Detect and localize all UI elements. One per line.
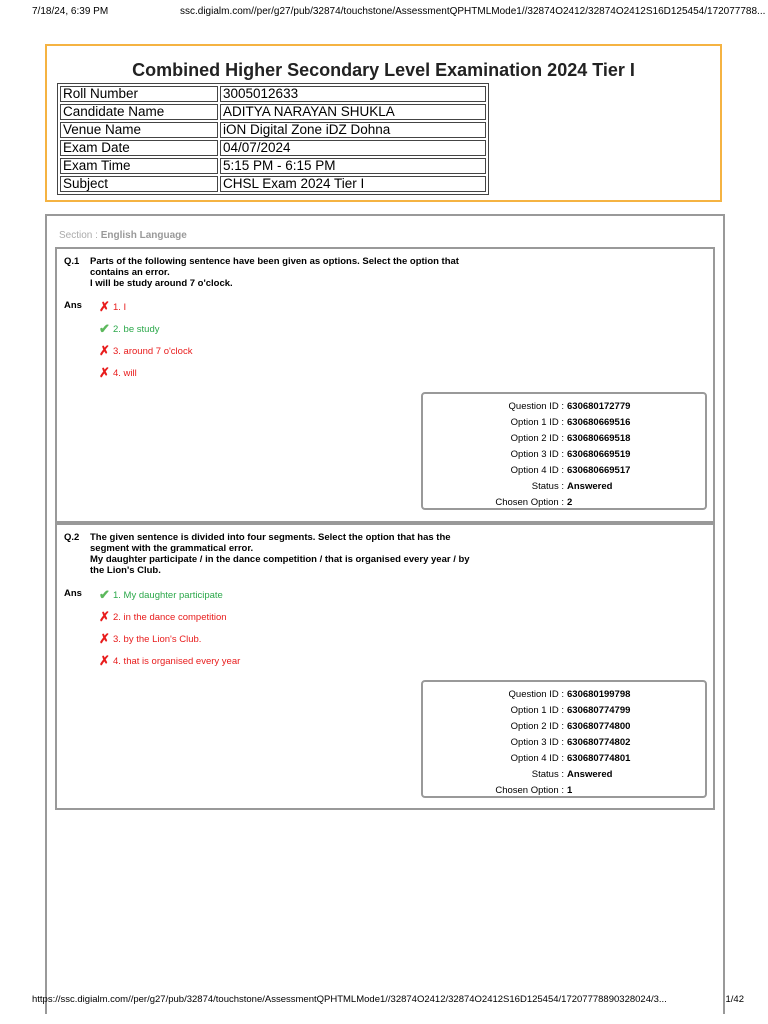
meta-value: 2: [567, 497, 573, 508]
meta-option-3-id: [423, 449, 705, 461]
exam-info-box: [45, 44, 722, 202]
print-footer: [32, 994, 744, 1008]
option-1: [99, 299, 126, 315]
info-label: Exam Date: [60, 140, 218, 156]
print-header: [32, 6, 766, 20]
meta-label: Status :: [531, 481, 564, 492]
cross-icon: ✗: [99, 609, 110, 624]
meta-label: Chosen Option :: [495, 785, 564, 796]
check-icon: ✔: [99, 587, 110, 602]
meta-chosen-option: [423, 785, 705, 797]
cross-icon: ✗: [99, 365, 110, 380]
print-datetime: 7/18/24, 6:39 PM: [32, 6, 109, 17]
meta-label: Option 1 ID :: [510, 417, 564, 428]
info-label: Candidate Name: [60, 104, 218, 120]
section-prefix: Section :: [59, 230, 101, 241]
info-row-venue-name: [60, 122, 486, 138]
option-3: [99, 631, 201, 647]
info-row-candidate-name: [60, 104, 486, 120]
info-value: iON Digital Zone iDZ Dohna: [220, 122, 486, 138]
meta-value: 630680774801: [567, 753, 631, 764]
meta-value: 1: [567, 785, 573, 796]
meta-option-1-id: [423, 417, 705, 429]
meta-label: Option 2 ID :: [510, 433, 564, 444]
meta-option-2-id: [423, 433, 705, 445]
option-text: 1. I: [113, 302, 127, 313]
option-4: [99, 365, 137, 381]
meta-option-1-id: [423, 705, 705, 717]
question-text-line: My daughter participate / in the dance competition / that is organised every year / by: [90, 554, 470, 565]
cross-icon: ✗: [99, 631, 110, 646]
meta-label: Question ID :: [508, 689, 564, 700]
meta-status: [423, 481, 705, 493]
page-number: 1/42: [725, 994, 744, 1005]
info-row-exam-time: [60, 158, 486, 174]
question-text-line: I will be study around 7 o'clock.: [90, 278, 233, 289]
meta-value: 630680774802: [567, 737, 631, 748]
meta-label: Status :: [531, 769, 564, 780]
info-value: ADITYA NARAYAN SHUKLA: [220, 104, 486, 120]
info-value: CHSL Exam 2024 Tier I: [220, 176, 486, 192]
meta-option-4-id: [423, 753, 705, 765]
info-value: 3005012633: [220, 86, 486, 102]
meta-option-2-id: [423, 721, 705, 733]
option-2: [99, 609, 227, 625]
meta-label: Chosen Option :: [495, 497, 564, 508]
ans-label: Ans: [64, 300, 82, 311]
meta-chosen-option: [423, 497, 705, 509]
question-text: [90, 532, 520, 576]
question-block-2: [55, 523, 715, 810]
option-text: 3. by the Lion's Club.: [113, 634, 202, 645]
info-label: Venue Name: [60, 122, 218, 138]
info-label: Subject: [60, 176, 218, 192]
meta-question-id: [423, 401, 705, 413]
section-name: English Language: [100, 230, 187, 241]
meta-value: 630680774800: [567, 721, 631, 732]
option-text: 2. be study: [113, 324, 160, 335]
section-label: [59, 230, 187, 241]
meta-value: 630680669516: [567, 417, 631, 428]
question-text: [90, 256, 520, 289]
question-meta-box: [421, 392, 707, 510]
option-text: 2. in the dance competition: [113, 612, 227, 623]
option-text: 3. around 7 o'clock: [113, 346, 193, 357]
info-value: 5:15 PM - 6:15 PM: [220, 158, 486, 174]
question-text-line: contains an error.: [90, 267, 170, 278]
question-number: Q.1: [64, 256, 80, 267]
question-text-line: The given sentence is divided into four segments. Select the option that has the: [90, 532, 451, 543]
meta-label: Question ID :: [508, 401, 564, 412]
meta-status: [423, 769, 705, 781]
meta-value: Answered: [567, 769, 613, 780]
option-text: 4. will: [113, 368, 137, 379]
cross-icon: ✗: [99, 299, 110, 314]
print-footer-url: https://ssc.digialm.com//per/g27/pub/32874/touchstone/AssessmentQPHTMLMode1//32874O2412/32874O2412S16D125454/17207778890328024/3...: [32, 994, 667, 1005]
candidate-info-table: [57, 83, 489, 195]
info-label: Exam Time: [60, 158, 218, 174]
question-text-line: the Lion's Club.: [90, 565, 161, 576]
meta-label: Option 3 ID :: [510, 737, 564, 748]
question-number: Q.2: [64, 532, 80, 543]
option-4: [99, 653, 240, 669]
meta-value: 630680669519: [567, 449, 631, 460]
cross-icon: ✗: [99, 343, 110, 358]
cross-icon: ✗: [99, 653, 110, 668]
meta-value: 630680669517: [567, 465, 631, 476]
option-3: [99, 343, 192, 359]
question-block-1: [55, 247, 715, 523]
meta-option-3-id: [423, 737, 705, 749]
meta-value: 630680199798: [567, 689, 631, 700]
info-row-exam-date: [60, 140, 486, 156]
question-meta-box: [421, 680, 707, 798]
meta-label: Option 1 ID :: [510, 705, 564, 716]
info-row-subject: [60, 176, 486, 192]
meta-value: 630680172779: [567, 401, 631, 412]
meta-value: 630680669518: [567, 433, 631, 444]
check-icon: ✔: [99, 321, 110, 336]
question-text-line: segment with the grammatical error.: [90, 543, 254, 554]
info-value: 04/07/2024: [220, 140, 486, 156]
meta-question-id: [423, 689, 705, 701]
print-url: ssc.digialm.com//per/g27/pub/32874/touchstone/AssessmentQPHTMLMode1//32874O2412/32874O2412S16D125454/172077788...: [180, 6, 766, 17]
meta-label: Option 4 ID :: [510, 465, 564, 476]
info-label: Roll Number: [60, 86, 218, 102]
option-text: 4. that is organised every year: [113, 656, 241, 667]
meta-label: Option 2 ID :: [510, 721, 564, 732]
option-1: [99, 587, 223, 603]
exam-title: Combined Higher Secondary Level Examination 2024 Tier I: [132, 60, 635, 80]
question-text-line: Parts of the following sentence have been given as options. Select the option that: [90, 256, 459, 267]
meta-option-4-id: [423, 465, 705, 477]
meta-label: Option 3 ID :: [510, 449, 564, 460]
option-2: [99, 321, 159, 337]
meta-value: Answered: [567, 481, 613, 492]
ans-label: Ans: [64, 588, 82, 599]
meta-label: Option 4 ID :: [510, 753, 564, 764]
meta-value: 630680774799: [567, 705, 631, 716]
info-row-roll-number: [60, 86, 486, 102]
option-text: 1. My daughter participate: [113, 590, 223, 601]
